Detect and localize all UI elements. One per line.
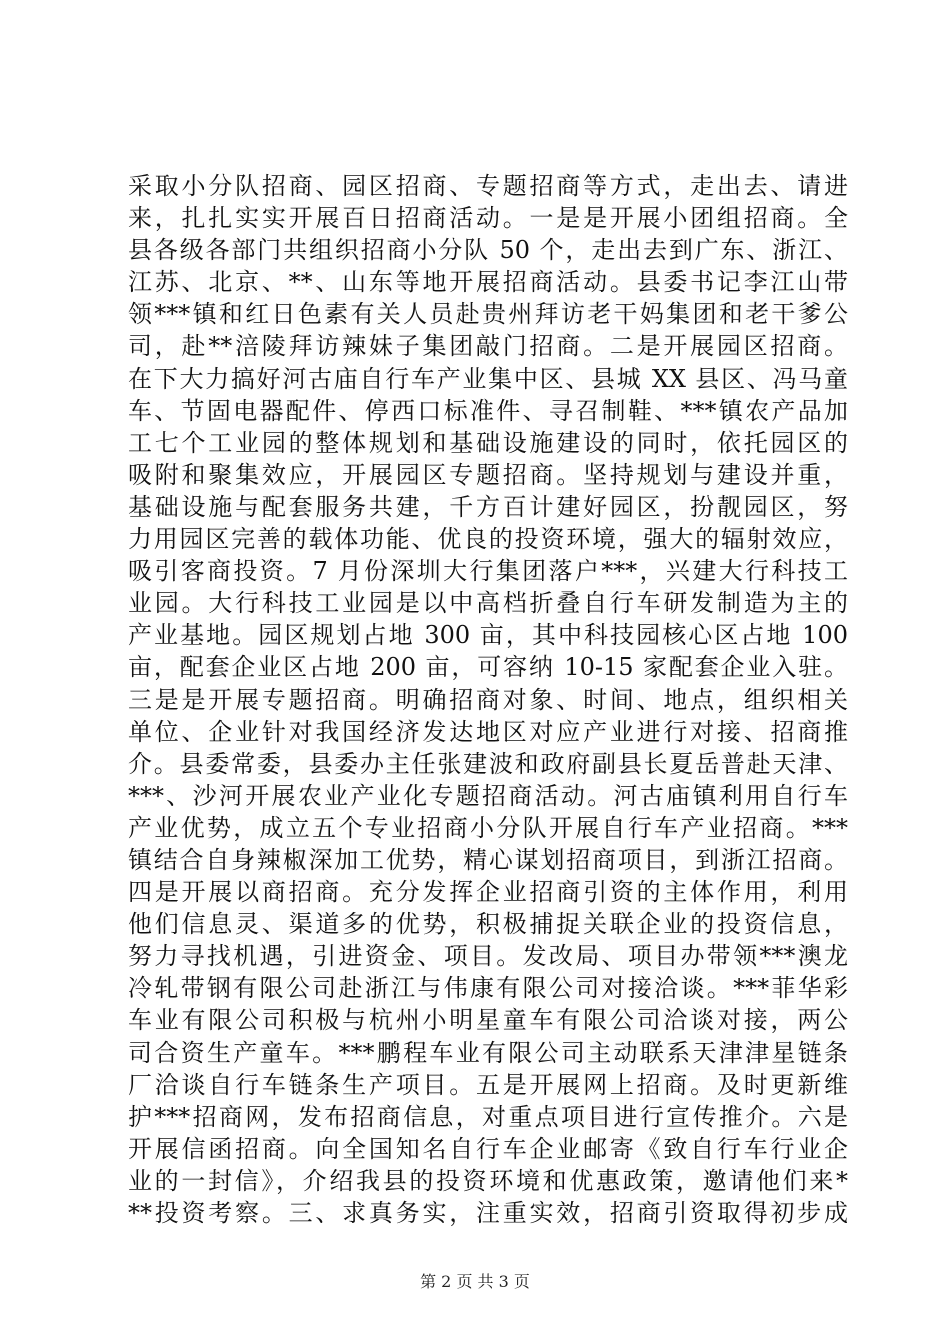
text-line: 冷轧带钢有限公司赴浙江与伟康有限公司对接洽谈。***菲华彩 bbox=[128, 974, 848, 1003]
text-line: 领***镇和红日色素有关人员赴贵州拜访老干妈集团和老干爹公 bbox=[128, 300, 848, 329]
text-line: 司，赴**涪陵拜访辣妹子集团敲门招商。二是开展园区招商。 bbox=[128, 332, 848, 361]
text-line: 介。县委常委，县委办主任张建波和政府副县长夏岳普赴天津、 bbox=[128, 749, 848, 778]
body-text bbox=[128, 170, 848, 1229]
page-footer: 第 2 页 共 3 页 bbox=[420, 1272, 530, 1291]
text-line: 四是开展以商招商。充分发挥企业招商引资的主体作用，利用 bbox=[128, 878, 848, 907]
text-line: 护***招商网，发布招商信息，对重点项目进行宣传推介。六是 bbox=[128, 1102, 848, 1131]
text-line: 司合资生产童车。***鹏程车业有限公司主动联系天津津星链条 bbox=[128, 1038, 848, 1067]
text-line: 业园。大行科技工业园是以中高档折叠自行车研发制造为主的 bbox=[128, 589, 848, 618]
text-line: 车业有限公司积极与杭州小明星童车有限公司洽谈对接，两公 bbox=[128, 1006, 848, 1035]
text-line: 吸引客商投资。7 月份深圳大行集团落户***，兴建大行科技工 bbox=[128, 557, 848, 586]
text-line: 基础设施与配套服务共建，千方百计建好园区，扮靓园区，努 bbox=[128, 492, 848, 521]
text-line: 产业优势，成立五个专业招商小分队开展自行车产业招商。*** bbox=[128, 813, 848, 842]
text-line: 厂洽谈自行车链条生产项目。五是开展网上招商。及时更新维 bbox=[128, 1070, 848, 1099]
text-line: 车、节固电器配件、停西口标准件、寻召制鞋、***镇农产品加 bbox=[128, 396, 848, 425]
text-line: **投资考察。三、求真务实，注重实效，招商引资取得初步成 bbox=[128, 1199, 848, 1227]
text-line: 产业基地。园区规划占地 300 亩，其中科技园核心区占地 100 bbox=[128, 621, 848, 650]
text-line: 力用园区完善的载体功能、优良的投资环境，强大的辐射效应， bbox=[128, 525, 848, 554]
text-line: 努力寻找机遇，引进资金、项目。发改局、项目办带领***澳龙 bbox=[128, 942, 848, 971]
text-line: 单位、企业针对我国经济发达地区对应产业进行对接、招商推 bbox=[128, 717, 848, 746]
text-line: 来，扎扎实实开展百日招商活动。一是是开展小团组招商。全 bbox=[128, 204, 848, 233]
text-line: 亩，配套企业区占地 200 亩，可容纳 10-15 家配套企业入驻。 bbox=[128, 653, 848, 682]
text-line: 他们信息灵、渠道多的优势，积极捕捉关联企业的投资信息， bbox=[128, 910, 848, 939]
text-line: 采取小分队招商、园区招商、专题招商等方式，走出去、请进 bbox=[128, 172, 848, 200]
text-line: 业的一封信》，介绍我县的投资环境和优惠政策，邀请他们来* bbox=[128, 1166, 848, 1195]
text-line: 吸附和聚集效应，开展园区专题招商。坚持规划与建设并重， bbox=[128, 460, 848, 489]
text-line: 县各级各部门共组织招商小分队 50 个，走出去到广东、浙江、 bbox=[128, 236, 848, 265]
text-line: 三是是开展专题招商。明确招商对象、时间、地点，组织相关 bbox=[128, 685, 848, 714]
text-line: ***、沙河开展农业产业化专题招商活动。河古庙镇利用自行车 bbox=[128, 781, 848, 810]
text-line: 镇结合自身辣椒深加工优势，精心谋划招商项目，到浙江招商。 bbox=[128, 845, 848, 874]
text-line: 江苏、北京、**、山东等地开展招商活动。县委书记李江山带 bbox=[128, 268, 848, 297]
text-line: 开展信函招商。向全国知名自行车企业邮寄《致自行车行业企 bbox=[128, 1134, 848, 1163]
text-line: 在下大力搞好河古庙自行车产业集中区、县城 XX 县区、冯马童 bbox=[128, 364, 848, 393]
text-line: 工七个工业园的整体规划和基础设施建设的同时，依托园区的 bbox=[128, 428, 848, 457]
